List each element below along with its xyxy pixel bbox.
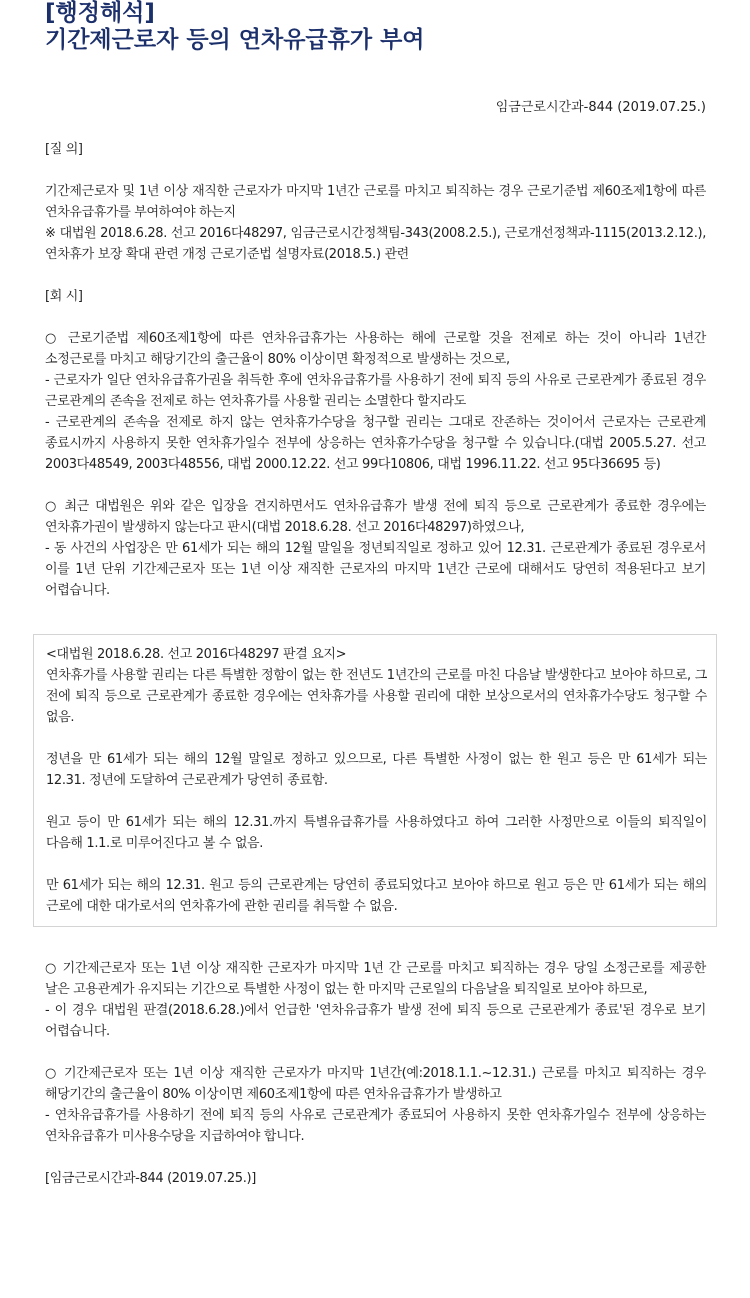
answer-para1-sub2: - 근로관계의 존속을 전제로 하지 않는 연차휴가수당을 청구할 권리는 그대로 잔존하는 것이어서 근로자는 근로관계 종료시까지 사용하지 못한 연차휴가일수 전부에 상응하는 연차휴가수당을 청구할 수 있습니다.(대법 2005.5.27. 선고 2003다48549, 2003다48556, 대법 2000.12.22. 선고 99다10806, 대법 1996.11.22. 선고 95다36695 등) bbox=[45, 415, 706, 472]
category-tag: [행정해석] bbox=[45, 0, 155, 26]
ruling-paragraph-2: 정년을 만 61세가 되는 해의 12월 말일로 정하고 있으므로, 다른 특별한 사정이 없는 한 원고 등은 만 61세가 되는 12.31. 정년에 도달하여 근로관계가 당연히 종료함. bbox=[46, 752, 707, 788]
question-label: [질 의] bbox=[45, 142, 83, 157]
ruling-summary-box bbox=[33, 634, 717, 927]
question-text: 기간제근로자 및 1년 이상 재직한 근로자가 마지막 1년간 근로를 마치고 퇴직하는 경우 근로기준법 제60조제1항에 따른 연차유급휴가를 부여하여야 하는지 bbox=[45, 184, 706, 220]
conclusion-para2-main: ○ 기간제근로자 또는 1년 이상 재직한 근로자가 마지막 1년간(예:2018.1.1.~12.31.) 근로를 마치고 퇴직하는 경우 해당기간의 출근율이 80% 이상이면 제60조제1항에 따른 연차유급휴가가 발생하고 bbox=[45, 1066, 706, 1102]
ruling-paragraph-3: 원고 등이 만 61세가 되는 해의 12.31.까지 특별유급휴가를 사용하였다고 하여 그러한 사정만으로 이들의 퇴직일이 다음해 1.1.로 미루어진다고 볼 수 없음. bbox=[46, 815, 707, 851]
ruling-heading: <대법원 2018.6.28. 선고 2016다48297 판결 요지> bbox=[46, 647, 347, 662]
conclusion-para1-main: ○ 기간제근로자 또는 1년 이상 재직한 근로자가 마지막 1년 간 근로를 마치고 퇴직하는 경우 당일 소정근로를 제공한 날은 고용관계가 유지되는 기간으로 특별한 사정이 없는 한 마지막 근로일의 다음날을 퇴직일로 보아야 하므로, bbox=[45, 961, 706, 997]
qa-section bbox=[45, 139, 706, 601]
answer-para2-sub1: - 동 사건의 사업장은 만 61세가 되는 해의 12월 말일을 정년퇴직일로 정하고 있어 12.31. 근로관계가 종료된 경우로서 이를 1년 단위 기간제근로자 또는 1년 이상 재직한 근로자의 마지막 1년간 근로에 대해서도 당연히 적용된다고 보기 어렵습니다. bbox=[45, 541, 706, 598]
answer-para1-main: ○ 근로기준법 제60조제1항에 따른 연차유급휴가는 사용하는 해에 근로할 것을 전제로 하는 것이 아니라 1년간 소정근로를 마치고 해당기간의 출근율이 80% 이상이면 확정적으로 발생하는 것으로, bbox=[45, 331, 706, 367]
conclusion-para2-sub: - 연차유급휴가를 사용하기 전에 퇴직 등의 사유로 근로관계가 종료되어 사용하지 못한 연차휴가일수 전부에 상응하는 연차유급휴가 미사용수당을 지급하여야 합니다. bbox=[45, 1108, 706, 1144]
answer-para1-sub1: - 근로자가 일단 연차유급휴가권을 취득한 후에 연차유급휴가를 사용하기 전에 퇴직 등의 사유로 근로관계가 종료된 경우 근로관계의 존속을 전제로 하는 연차휴가를 사용할 권리는 소멸한다 할지라도 bbox=[45, 373, 706, 409]
conclusion-section bbox=[45, 958, 706, 1189]
footer-reference: [임금근로시간과-844 (2019.07.25.)] bbox=[45, 1171, 256, 1186]
reference-number: 임금근로시간과-844 (2019.07.25.) bbox=[495, 100, 706, 115]
document-title: 기간제근로자 등의 연차유급휴가 부여 bbox=[45, 27, 425, 53]
ruling-paragraph-4: 만 61세가 되는 해의 12.31. 원고 등의 근로관계는 당연히 종료되었다고 보아야 하므로 원고 등은 만 61세가 되는 해의 근로에 대한 대가로서의 연차휴가에 관한 권리를 취득할 수 없음. bbox=[46, 878, 707, 914]
answer-para2-main: ○ 최근 대법원은 위와 같은 입장을 견지하면서도 연차유급휴가 발생 전에 퇴직 등으로 근로관계가 종료한 경우에는 연차휴가권이 발생하지 않는다고 판시(대법 2018.6.28. 선고 2016다48297)하였으나, bbox=[45, 499, 706, 535]
document-header bbox=[45, 0, 425, 54]
ruling-paragraph-1: 연차휴가를 사용할 권리는 다른 특별한 정함이 없는 한 전년도 1년간의 근로를 마친 다음날 발생한다고 보아야 하므로, 그 전에 퇴직 등으로 근로관계가 종료한 경우에는 연차휴가를 사용할 권리에 대한 보상으로서의 연차휴가수당도 청구할 수 없음. bbox=[46, 668, 707, 725]
conclusion-para1-sub: - 이 경우 대법원 판결(2018.6.28.)에서 언급한 '연차유급휴가 발생 전에 퇴직 등으로 근로관계가 종료'된 경우로 보기 어렵습니다. bbox=[45, 1003, 706, 1039]
answer-label: [회 시] bbox=[45, 289, 83, 304]
question-note: ※ 대법원 2018.6.28. 선고 2016다48297, 임금근로시간정책팀-343(2008.2.5.), 근로개선정책과-1115(2013.2.12.), 연차휴가 보장 확대 관련 개정 근로기준법 설명자료(2018.5.) 관련 bbox=[45, 226, 706, 262]
